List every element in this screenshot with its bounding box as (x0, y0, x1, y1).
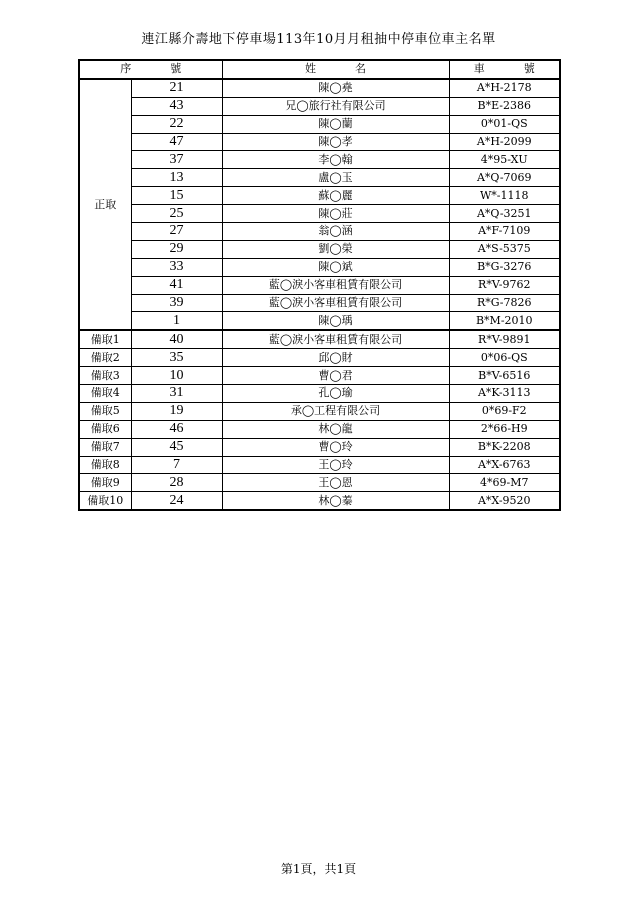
seq-number: 29 (131, 240, 222, 258)
owner-name: 劉◯榮 (222, 240, 449, 258)
owner-name: 陳◯堯 (222, 79, 449, 97)
group-label-backup: 備取7 (79, 438, 131, 456)
seq-number: 21 (131, 79, 222, 97)
seq-number: 35 (131, 349, 222, 367)
seq-number: 13 (131, 169, 222, 187)
owner-name: 翁◯涵 (222, 223, 449, 241)
seq-number: 1 (131, 312, 222, 330)
group-label-backup: 備取8 (79, 456, 131, 474)
seq-number: 43 (131, 97, 222, 115)
seq-number: 46 (131, 420, 222, 438)
plate-number: 4*95-XU (449, 151, 560, 169)
header-seq: 序 號 (79, 60, 222, 79)
plate-number: A*S-5375 (449, 240, 560, 258)
seq-number: 41 (131, 276, 222, 294)
seq-number: 39 (131, 294, 222, 312)
group-label-backup: 備取2 (79, 349, 131, 367)
owner-name: 李◯翰 (222, 151, 449, 169)
plate-number: 4*69-M7 (449, 474, 560, 492)
page-footer: 第1頁，共1頁 (280, 862, 357, 876)
group-label-backup: 備取6 (79, 420, 131, 438)
table-row (79, 438, 560, 456)
table-row (79, 133, 560, 151)
table-row (79, 169, 560, 187)
seq-number: 40 (131, 330, 222, 348)
plate-number: R*V-9762 (449, 276, 560, 294)
plate-number: A*X-9520 (449, 492, 560, 510)
table-row (79, 474, 560, 492)
table-row (79, 151, 560, 169)
owner-name: 藍◯淚小客車租賃有限公司 (222, 294, 449, 312)
table-row (79, 205, 560, 223)
seq-number: 37 (131, 151, 222, 169)
table-row (79, 187, 560, 205)
table-row (79, 385, 560, 403)
plate-number: W*-1118 (449, 187, 560, 205)
owner-name: 陳◯孝 (222, 133, 449, 151)
group-label-backup: 備取1 (79, 330, 131, 348)
table-row (79, 97, 560, 115)
seq-number: 15 (131, 187, 222, 205)
table-row (79, 223, 560, 241)
seq-number: 10 (131, 367, 222, 385)
table-row (79, 330, 560, 348)
plate-number: B*E-2386 (449, 97, 560, 115)
group-label-backup: 備取9 (79, 474, 131, 492)
table-row (79, 312, 560, 330)
owner-name: 曹◯君 (222, 367, 449, 385)
table-row (79, 79, 560, 97)
seq-number: 24 (131, 492, 222, 510)
table-row (79, 456, 560, 474)
group-label-backup: 備取5 (79, 402, 131, 420)
owner-name: 孔◯瑜 (222, 385, 449, 403)
winners-table (78, 59, 561, 511)
owner-name: 王◯恩 (222, 474, 449, 492)
seq-number: 45 (131, 438, 222, 456)
plate-number: B*M-2010 (449, 312, 560, 330)
plate-number: A*H-2178 (449, 79, 560, 97)
owner-name: 兄◯旅行社有限公司 (222, 97, 449, 115)
table-row (79, 420, 560, 438)
group-label-backup: 備取3 (79, 367, 131, 385)
seq-number: 25 (131, 205, 222, 223)
owner-name: 陳◯斌 (222, 258, 449, 276)
group-label-backup: 備取10 (79, 492, 131, 510)
table-row (79, 115, 560, 133)
plate-number: 0*06-QS (449, 349, 560, 367)
table-body (79, 79, 560, 510)
table-row (79, 276, 560, 294)
group-label-main: 正取 (79, 79, 131, 330)
owner-name: 林◯蓁 (222, 492, 449, 510)
owner-name: 藍◯淚小客車租賃有限公司 (222, 276, 449, 294)
table-row (79, 349, 560, 367)
owner-name: 邱◯財 (222, 349, 449, 367)
plate-number: B*K-2208 (449, 438, 560, 456)
plate-number: 0*69-F2 (449, 402, 560, 420)
plate-number: 2*66-H9 (449, 420, 560, 438)
seq-number: 33 (131, 258, 222, 276)
seq-number: 28 (131, 474, 222, 492)
owner-name: 王◯玲 (222, 456, 449, 474)
owner-name: 承◯工程有限公司 (222, 402, 449, 420)
table-row (79, 402, 560, 420)
plate-number: A*H-2099 (449, 133, 560, 151)
plate-number: B*G-3276 (449, 258, 560, 276)
owner-name: 林◯龍 (222, 420, 449, 438)
page-title: 連江縣介壽地下停車場113年10月月租抽中停車位車主名單 (141, 32, 496, 47)
owner-name: 蘇◯麗 (222, 187, 449, 205)
table-row (79, 492, 560, 510)
group-label-backup: 備取4 (79, 385, 131, 403)
owner-name: 盧◯玉 (222, 169, 449, 187)
plate-number: A*Q-3251 (449, 205, 560, 223)
table-row (79, 294, 560, 312)
table-row (79, 240, 560, 258)
seq-number: 47 (131, 133, 222, 151)
table-row (79, 258, 560, 276)
owner-name: 陳◯莊 (222, 205, 449, 223)
owner-name: 曹◯玲 (222, 438, 449, 456)
header-name: 姓 名 (222, 60, 449, 79)
plate-number: R*V-9891 (449, 330, 560, 348)
table-row (79, 367, 560, 385)
header-plate: 車 號 (449, 60, 560, 79)
seq-number: 19 (131, 402, 222, 420)
plate-number: A*Q-7069 (449, 169, 560, 187)
plate-number: A*X-6763 (449, 456, 560, 474)
seq-number: 27 (131, 223, 222, 241)
plate-number: B*V-6516 (449, 367, 560, 385)
plate-number: 0*01-QS (449, 115, 560, 133)
seq-number: 31 (131, 385, 222, 403)
plate-number: A*K-3113 (449, 385, 560, 403)
owner-name: 陳◯瑀 (222, 312, 449, 330)
table-header-row (79, 60, 560, 79)
plate-number: A*F-7109 (449, 223, 560, 241)
owner-name: 陳◯蘭 (222, 115, 449, 133)
seq-number: 22 (131, 115, 222, 133)
owner-name: 藍◯淚小客車租賃有限公司 (222, 330, 449, 348)
plate-number: R*G-7826 (449, 294, 560, 312)
seq-number: 7 (131, 456, 222, 474)
